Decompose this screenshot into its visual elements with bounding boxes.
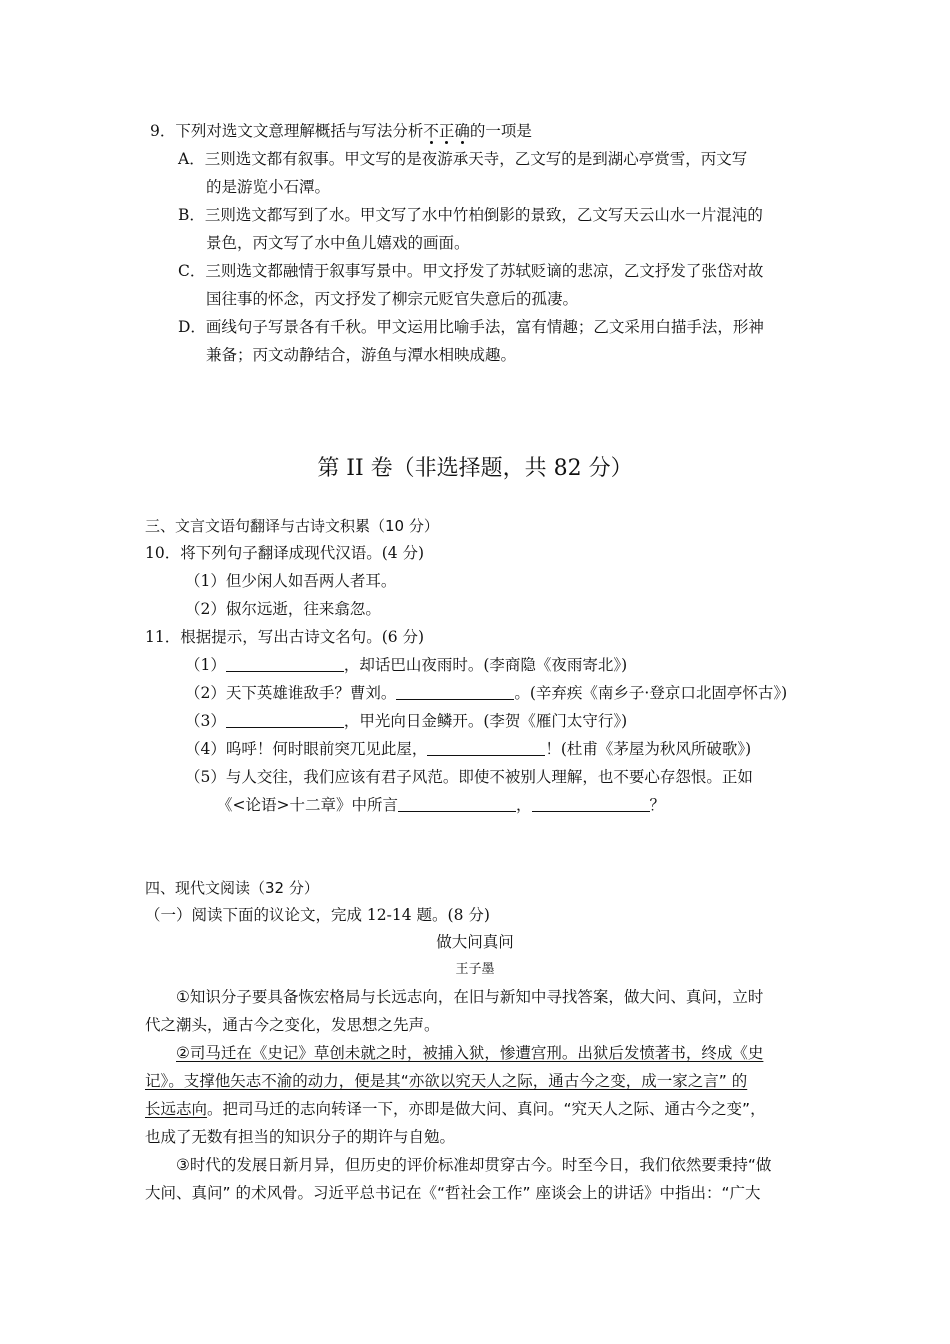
q11-stem: 11．根据提示，写出古诗文名句。(6 分): [145, 628, 425, 646]
q11-item-5-cont: 《<论语>十二章》中所言 ， ？: [217, 796, 666, 814]
q9-option-d: D．画线句子写景各有千秋。甲文运用比喻手法，富有情趣；乙文采用白描手法，形神: [178, 318, 764, 336]
paragraph-2-line-2: 记》。支撑他矢志不渝的动力，便是其“亦欲以究天人之际，通古今之变，成一家之言” 的: [145, 1072, 748, 1090]
q11-item-4: （4）呜呼！何时眼前突兀见此屋， ！(杜甫《茅屋为秋风所破歌》): [185, 740, 752, 758]
q11-item-5: （5）与人交往，我们应该有君子风范。即使不被别人理解，也不要心存怨恨。正如: [185, 768, 753, 786]
q11-item-3: （3） ，甲光向日金鳞开。(李贺《雁门太守行》): [185, 712, 628, 730]
q10-sentence-1: （1）但少闲人如吾两人者耳。: [185, 572, 397, 590]
paragraph-2-line-3: 长远志向。把司马迁的志向转译一下，亦即是做大问、真问。“究天人之际、通古今之变”，: [145, 1100, 766, 1118]
paragraph-1-line-1: ①知识分子要具备恢宏格局与长远志向，在旧与新知中寻找答案，做大问、真问，立时: [176, 988, 764, 1006]
q9-option-b-cont: 景色，丙文写了水中鱼儿嬉戏的画面。: [206, 234, 470, 252]
emphasis-char: 不: [423, 122, 439, 140]
q10-stem: 10．将下列句子翻译成现代汉语。(4 分): [145, 544, 425, 562]
q9-option-a-cont: 的是游览小石潭。: [206, 178, 331, 196]
article-title: 做大问真问: [436, 933, 514, 951]
answer-blank[interactable]: [396, 684, 514, 700]
paragraph-3-line-2: 大问、真问” 的术风骨。习近平总书记在《“哲社会工作” 座谈会上的讲话》中指出：“广大: [145, 1184, 761, 1202]
part2-title: 第 II 卷（非选择题，共 82 分）: [317, 456, 633, 481]
article-author: 王子墨: [455, 962, 495, 977]
q11-item-2: （2）天下英雄谁敌手？曹刘。 。(辛弃疾《南乡子·登京口北固亭怀古》): [185, 684, 788, 702]
emphasis-char: 确: [454, 122, 470, 140]
paragraph-3-line-1: ③时代的发展日新月异，但历史的评价标准却贯穿古今。时至今日，我们依然要秉持“做: [176, 1156, 772, 1174]
paragraph-1-line-2: 代之潮头，通古今之变化，发思想之先声。: [145, 1016, 440, 1034]
q9-option-d-cont: 兼备；丙文动静结合，游鱼与潭水相映成趣。: [206, 346, 517, 364]
q9-option-c: C．三则选文都融情于叙事写景中。甲文抒发了苏轼贬谪的悲凉，乙文抒发了张岱对故: [178, 262, 764, 280]
q9-option-b: B．三则选文都写到了水。甲文写了水中竹柏倒影的景致，乙文写天云山水一片混沌的: [178, 206, 763, 224]
emphasis-char: 正: [438, 122, 455, 140]
section3-heading: 三、文言文语句翻译与古诗文积累（10 分）: [145, 517, 439, 535]
q9-option-a: A．三则选文都有叙事。甲文写的是夜游承天寺，乙文写的是到湖心亭赏雪，丙文写: [178, 150, 748, 168]
answer-blank[interactable]: [226, 656, 344, 672]
section4-heading: 四、现代文阅读（32 分）: [145, 879, 319, 897]
section4-sub-heading: （一）阅读下面的议论文，完成 12-14 题。(8 分): [145, 906, 490, 924]
answer-blank[interactable]: [427, 740, 545, 756]
answer-blank[interactable]: [226, 712, 344, 728]
q9-option-c-cont: 国往事的怀念，丙文抒发了柳宗元贬官失意后的孤凄。: [206, 290, 579, 308]
paragraph-2-line-4: 也成了无数有担当的知识分子的期许与自勉。: [145, 1128, 456, 1146]
q9-stem: 9．下列对选文文意理解概括与写法分析不正确的一项是: [150, 122, 532, 140]
answer-blank[interactable]: [398, 796, 516, 812]
paragraph-2-line-1: ②司马迁在《史记》草创未就之时，被捕入狱，惨遭宫刑。出狱后发愤著书，终成《史: [176, 1044, 764, 1062]
answer-blank[interactable]: [532, 796, 650, 812]
q10-sentence-2: （2）俶尔远逝，往来翕忽。: [185, 600, 381, 618]
q11-item-1: （1） ，却话巴山夜雨时。(李商隐《夜雨寄北》): [185, 656, 628, 674]
